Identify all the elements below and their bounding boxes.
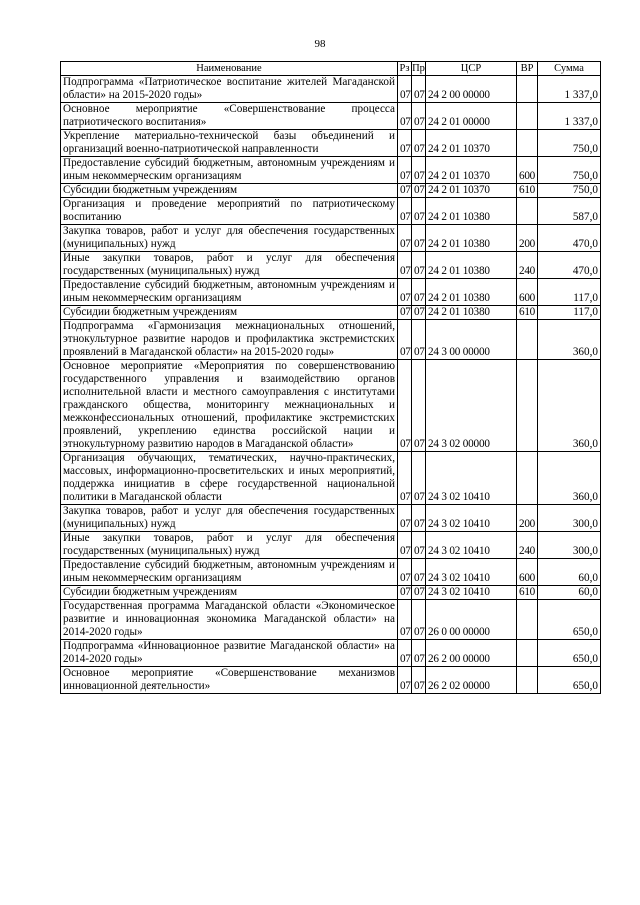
row-vr: 240 [517, 532, 538, 559]
table-row [61, 103, 601, 130]
row-name: Иные закупки товаров, работ и услуг для обеспечения государственных (муниципальных) нужд [61, 532, 398, 559]
row-vr: 610 [517, 184, 538, 198]
row-rz: 07 [398, 640, 412, 667]
row-name: Организация и проведение мероприятий по патриотическому воспитанию [61, 198, 398, 225]
row-sum: 117,0 [538, 279, 601, 306]
row-csr: 24 2 01 10380 [426, 225, 517, 252]
row-name: Основное мероприятие «Совершенствование процесса патриотического воспитания» [61, 103, 398, 130]
table-row [61, 505, 601, 532]
row-sum: 750,0 [538, 130, 601, 157]
row-csr: 24 2 01 10380 [426, 252, 517, 279]
row-csr: 24 2 01 10380 [426, 279, 517, 306]
row-pr: 07 [412, 76, 426, 103]
row-csr: 26 2 00 00000 [426, 640, 517, 667]
row-vr: 610 [517, 306, 538, 320]
row-csr: 24 2 01 10370 [426, 184, 517, 198]
row-pr: 07 [412, 225, 426, 252]
row-pr: 07 [412, 452, 426, 505]
table-row [61, 184, 601, 198]
row-pr: 07 [412, 667, 426, 694]
row-sum: 1 337,0 [538, 103, 601, 130]
row-name: Государственная программа Магаданской области «Экономическое развитие и инновационная экономика Магаданской области» на 2014-2020 годы» [61, 600, 398, 640]
table-row [61, 532, 601, 559]
row-name: Основное мероприятие «Совершенствование механизмов инновационной деятельности» [61, 667, 398, 694]
table-header-row [61, 62, 601, 76]
row-pr: 07 [412, 586, 426, 600]
row-csr: 24 3 00 00000 [426, 320, 517, 360]
row-pr: 07 [412, 505, 426, 532]
row-rz: 07 [398, 130, 412, 157]
row-pr: 07 [412, 252, 426, 279]
row-vr [517, 600, 538, 640]
table-row [61, 667, 601, 694]
row-rz: 07 [398, 225, 412, 252]
row-rz: 07 [398, 532, 412, 559]
row-rz: 07 [398, 600, 412, 640]
row-sum: 117,0 [538, 306, 601, 320]
table-row [61, 225, 601, 252]
row-vr: 610 [517, 586, 538, 600]
row-sum: 360,0 [538, 320, 601, 360]
row-name: Подпрограмма «Гармонизация межнациональных отношений, этнокультурное развитие народов и профилактика экстремистских проявлений в Магаданской области» на 2015-2020 годы» [61, 320, 398, 360]
row-rz: 07 [398, 667, 412, 694]
row-vr: 600 [517, 559, 538, 586]
row-pr: 07 [412, 279, 426, 306]
row-name: Субсидии бюджетным учреждениям [61, 184, 398, 198]
row-sum: 60,0 [538, 586, 601, 600]
table-row [61, 360, 601, 452]
row-name: Иные закупки товаров, работ и услуг для обеспечения государственных (муниципальных) нужд [61, 252, 398, 279]
row-sum: 360,0 [538, 452, 601, 505]
row-name: Предоставление субсидий бюджетным, автономным учреждениям и иным некоммерческим организациям [61, 157, 398, 184]
row-sum: 470,0 [538, 225, 601, 252]
row-rz: 07 [398, 360, 412, 452]
row-pr: 07 [412, 360, 426, 452]
row-csr: 24 2 01 10370 [426, 157, 517, 184]
row-pr: 07 [412, 600, 426, 640]
row-name: Предоставление субсидий бюджетным, автономным учреждениям и иным некоммерческим организациям [61, 279, 398, 306]
row-sum: 1 337,0 [538, 76, 601, 103]
row-sum: 360,0 [538, 360, 601, 452]
table-row [61, 279, 601, 306]
row-vr [517, 103, 538, 130]
table-row [61, 198, 601, 225]
row-name: Субсидии бюджетным учреждениям [61, 586, 398, 600]
row-rz: 07 [398, 252, 412, 279]
table-row [61, 600, 601, 640]
row-sum: 650,0 [538, 640, 601, 667]
row-pr: 07 [412, 640, 426, 667]
header-sum: Сумма [538, 62, 601, 76]
row-rz: 07 [398, 279, 412, 306]
row-name: Подпрограмма «Инновационное развитие Магаданской области» на 2014-2020 годы» [61, 640, 398, 667]
table-row [61, 640, 601, 667]
row-rz: 07 [398, 505, 412, 532]
header-name: Наименование [61, 62, 398, 76]
row-vr [517, 640, 538, 667]
row-vr [517, 667, 538, 694]
row-csr: 24 3 02 10410 [426, 586, 517, 600]
header-rz: Рз [399, 63, 410, 74]
row-rz: 07 [398, 103, 412, 130]
table-row [61, 76, 601, 103]
row-name: Организация обучающих, тематических, научно-практических, массовых, информационно-просветительских и иных мероприятий, поддержка инициатив в сфере государственной национальной политики в Магаданской области [61, 452, 398, 505]
row-pr: 07 [412, 184, 426, 198]
row-csr: 24 2 01 10380 [426, 306, 517, 320]
row-name: Субсидии бюджетным учреждениям [61, 306, 398, 320]
row-csr: 24 3 02 10410 [426, 452, 517, 505]
row-csr: 24 3 02 10410 [426, 532, 517, 559]
row-rz: 07 [398, 320, 412, 360]
row-pr: 07 [412, 532, 426, 559]
row-vr [517, 360, 538, 452]
row-csr: 26 0 00 00000 [426, 600, 517, 640]
row-rz: 07 [398, 586, 412, 600]
row-name: Закупка товаров, работ и услуг для обеспечения государственных (муниципальных) нужд [61, 225, 398, 252]
row-pr: 07 [412, 559, 426, 586]
row-rz: 07 [398, 184, 412, 198]
row-csr: 24 2 01 00000 [426, 103, 517, 130]
row-sum: 750,0 [538, 184, 601, 198]
table-row [61, 157, 601, 184]
header-csr: ЦСР [426, 62, 517, 76]
row-rz: 07 [398, 76, 412, 103]
table-row [61, 130, 601, 157]
row-sum: 470,0 [538, 252, 601, 279]
table-row [61, 306, 601, 320]
row-sum: 60,0 [538, 559, 601, 586]
row-name: Закупка товаров, работ и услуг для обеспечения государственных (муниципальных) нужд [61, 505, 398, 532]
table-row [61, 586, 601, 600]
row-csr: 24 2 01 10370 [426, 130, 517, 157]
row-csr: 24 3 02 00000 [426, 360, 517, 452]
row-vr [517, 320, 538, 360]
row-csr: 24 2 00 00000 [426, 76, 517, 103]
row-rz: 07 [398, 452, 412, 505]
row-csr: 24 3 02 10410 [426, 505, 517, 532]
table-row [61, 252, 601, 279]
row-pr: 07 [412, 198, 426, 225]
header-vr: ВР [517, 62, 538, 76]
row-name: Укрепление материально-технической базы объединений и организаций военно-патриотической направленности [61, 130, 398, 157]
row-vr [517, 198, 538, 225]
budget-table [60, 61, 601, 694]
row-sum: 650,0 [538, 667, 601, 694]
row-pr: 07 [412, 130, 426, 157]
table-body [61, 76, 601, 694]
row-pr: 07 [412, 320, 426, 360]
row-sum: 587,0 [538, 198, 601, 225]
row-name: Предоставление субсидий бюджетным, автономным учреждениям и иным некоммерческим организациям [61, 559, 398, 586]
row-vr [517, 452, 538, 505]
row-csr: 24 2 01 10380 [426, 198, 517, 225]
table-row [61, 452, 601, 505]
row-vr [517, 130, 538, 157]
row-vr: 600 [517, 279, 538, 306]
row-name: Подпрограмма «Патриотическое воспитание жителей Магаданской области» на 2015-2020 годы» [61, 76, 398, 103]
row-rz: 07 [398, 198, 412, 225]
table-row [61, 559, 601, 586]
row-rz: 07 [398, 306, 412, 320]
row-vr: 240 [517, 252, 538, 279]
row-csr: 24 3 02 10410 [426, 559, 517, 586]
row-name: Основное мероприятие «Мероприятия по совершенствованию государственного управления и взаимодействию органов исполнительной власти и местного самоуправления с институтами гражданского общества, мониторингу межнациональных и межконфессиональных отношений, профилактике экстремистских проявлений, укреплению единства российской нации и этнокультурному развитию народов в Магаданской области» [61, 360, 398, 452]
row-vr: 200 [517, 225, 538, 252]
row-csr: 26 2 02 00000 [426, 667, 517, 694]
row-vr [517, 76, 538, 103]
page-number: 98 [314, 38, 326, 50]
row-sum: 650,0 [538, 600, 601, 640]
row-sum: 750,0 [538, 157, 601, 184]
header-pr: Пр [412, 63, 425, 74]
row-sum: 300,0 [538, 532, 601, 559]
row-sum: 300,0 [538, 505, 601, 532]
row-rz: 07 [398, 157, 412, 184]
row-vr: 600 [517, 157, 538, 184]
row-pr: 07 [412, 157, 426, 184]
row-pr: 07 [412, 306, 426, 320]
row-pr: 07 [412, 103, 426, 130]
row-rz: 07 [398, 559, 412, 586]
row-vr: 200 [517, 505, 538, 532]
table-row [61, 320, 601, 360]
